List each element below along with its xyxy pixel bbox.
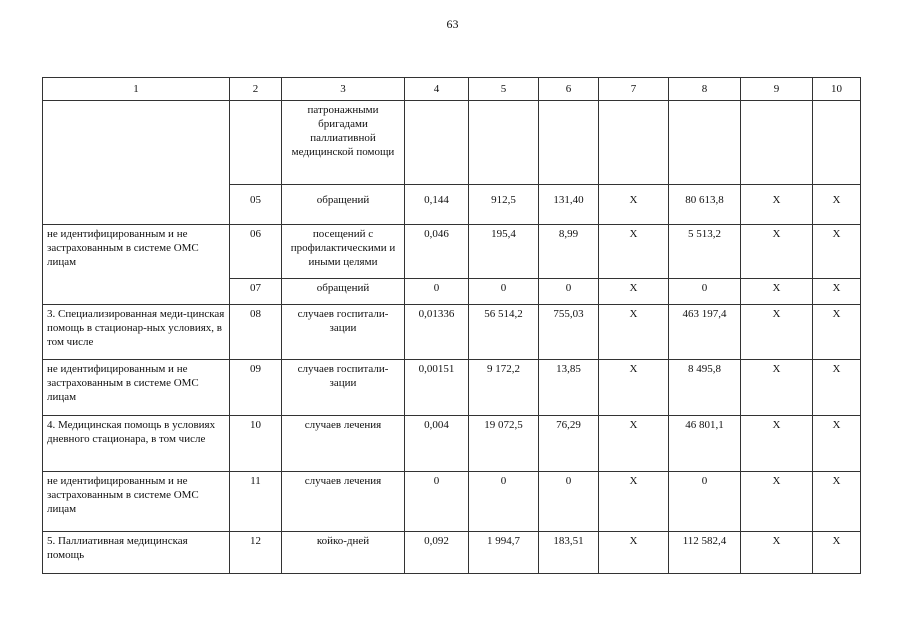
cell-value (741, 101, 813, 185)
cell-value: 0,004 (405, 416, 469, 472)
cell-code: 11 (230, 472, 282, 532)
cell-value: 0 (469, 472, 539, 532)
cell-value: 0 (405, 279, 469, 305)
column-header: 6 (539, 78, 599, 101)
table-row (43, 225, 861, 279)
column-header: 10 (813, 78, 861, 101)
column-header: 1 (43, 78, 230, 101)
cell-category: не идентифицированным и не застрахованным в системе ОМС лицам (43, 360, 230, 416)
cell-value: Х (741, 305, 813, 360)
cell-category (43, 185, 230, 225)
cell-value: 0 (669, 472, 741, 532)
cell-value: 0,01336 (405, 305, 469, 360)
cell-value: Х (599, 416, 669, 472)
cell-value (469, 101, 539, 185)
cell-value (599, 101, 669, 185)
cell-unit: патронажными бригадами паллиативной медицинской помощи (282, 101, 405, 185)
column-header: 2 (230, 78, 282, 101)
cell-value: 0 (469, 279, 539, 305)
cell-unit: случаев госпитали-зации (282, 305, 405, 360)
cell-value: 76,29 (539, 416, 599, 472)
cell-value (813, 101, 861, 185)
cell-value: Х (813, 225, 861, 279)
cell-value: Х (813, 279, 861, 305)
cell-value: 5 513,2 (669, 225, 741, 279)
cell-value: 80 613,8 (669, 185, 741, 225)
cell-value: 0,046 (405, 225, 469, 279)
cell-value: Х (741, 360, 813, 416)
cell-value: Х (741, 416, 813, 472)
cell-value: 0 (669, 279, 741, 305)
cell-value: Х (741, 532, 813, 574)
cell-unit: посещений с профилактическими и иными целями (282, 225, 405, 279)
table-row (43, 360, 861, 416)
cell-value: 0,144 (405, 185, 469, 225)
cell-category: 3. Специализированная меди-цинская помощь в стационар-ных условиях, в том числе (43, 305, 230, 360)
cell-value: Х (599, 225, 669, 279)
cell-code: 12 (230, 532, 282, 574)
cell-value: Х (813, 305, 861, 360)
cell-category: 5. Паллиативная медицинская помощь (43, 532, 230, 574)
cell-category: не идентифицированным и не застрахованным в системе ОМС лицам (43, 472, 230, 532)
cell-code: 06 (230, 225, 282, 279)
cell-value: 8 495,8 (669, 360, 741, 416)
cell-code: 07 (230, 279, 282, 305)
column-header: 9 (741, 78, 813, 101)
cell-unit: обращений (282, 185, 405, 225)
cell-code: 05 (230, 185, 282, 225)
data-table (42, 77, 861, 574)
cell-value: 46 801,1 (669, 416, 741, 472)
cell-value: 0 (539, 279, 599, 305)
cell-value: 0,092 (405, 532, 469, 574)
cell-code: 09 (230, 360, 282, 416)
column-header: 8 (669, 78, 741, 101)
table-row (43, 185, 861, 225)
cell-unit: случаев лечения (282, 416, 405, 472)
cell-code: 08 (230, 305, 282, 360)
column-header: 4 (405, 78, 469, 101)
cell-code: 10 (230, 416, 282, 472)
table-row (43, 305, 861, 360)
table-row (43, 472, 861, 532)
cell-category: не идентифицированным и не застрахованным в системе ОМС лицам (43, 225, 230, 305)
cell-value: Х (813, 416, 861, 472)
cell-value: Х (741, 185, 813, 225)
cell-value: Х (741, 225, 813, 279)
header-row (43, 78, 861, 101)
table-row (43, 416, 861, 472)
cell-value: 9 172,2 (469, 360, 539, 416)
cell-value: 0 (539, 472, 599, 532)
cell-value: Х (813, 360, 861, 416)
cell-value: Х (599, 472, 669, 532)
cell-value (405, 101, 469, 185)
cell-value: Х (813, 185, 861, 225)
cell-value: Х (599, 185, 669, 225)
cell-value: 112 582,4 (669, 532, 741, 574)
cell-value: 56 514,2 (469, 305, 539, 360)
cell-code (230, 101, 282, 185)
cell-category (43, 101, 230, 185)
cell-value: 912,5 (469, 185, 539, 225)
cell-value (539, 101, 599, 185)
cell-value: 19 072,5 (469, 416, 539, 472)
cell-value: Х (599, 305, 669, 360)
cell-unit: обращений (282, 279, 405, 305)
cell-category: 4. Медицинская помощь в условиях дневного стационара, в том числе (43, 416, 230, 472)
cell-value: 0 (405, 472, 469, 532)
cell-value: 13,85 (539, 360, 599, 416)
column-header: 3 (282, 78, 405, 101)
cell-value: 463 197,4 (669, 305, 741, 360)
table-row (43, 532, 861, 574)
cell-value: Х (813, 472, 861, 532)
cell-unit: случаев лечения (282, 472, 405, 532)
cell-value: Х (599, 532, 669, 574)
cell-value: 131,40 (539, 185, 599, 225)
cell-value: 0,00151 (405, 360, 469, 416)
cell-value: Х (741, 472, 813, 532)
cell-unit: случаев госпитали-зации (282, 360, 405, 416)
cell-value: Х (599, 279, 669, 305)
column-header: 5 (469, 78, 539, 101)
cell-value: 8,99 (539, 225, 599, 279)
cell-value: Х (741, 279, 813, 305)
table-row (43, 101, 861, 185)
cell-value (669, 101, 741, 185)
page-number: 63 (446, 17, 459, 31)
cell-value: 183,51 (539, 532, 599, 574)
cell-value: 1 994,7 (469, 532, 539, 574)
column-header: 7 (599, 78, 669, 101)
cell-unit: койко-дней (282, 532, 405, 574)
cell-value: Х (599, 360, 669, 416)
cell-value: 755,03 (539, 305, 599, 360)
cell-value: 195,4 (469, 225, 539, 279)
cell-value: Х (813, 532, 861, 574)
